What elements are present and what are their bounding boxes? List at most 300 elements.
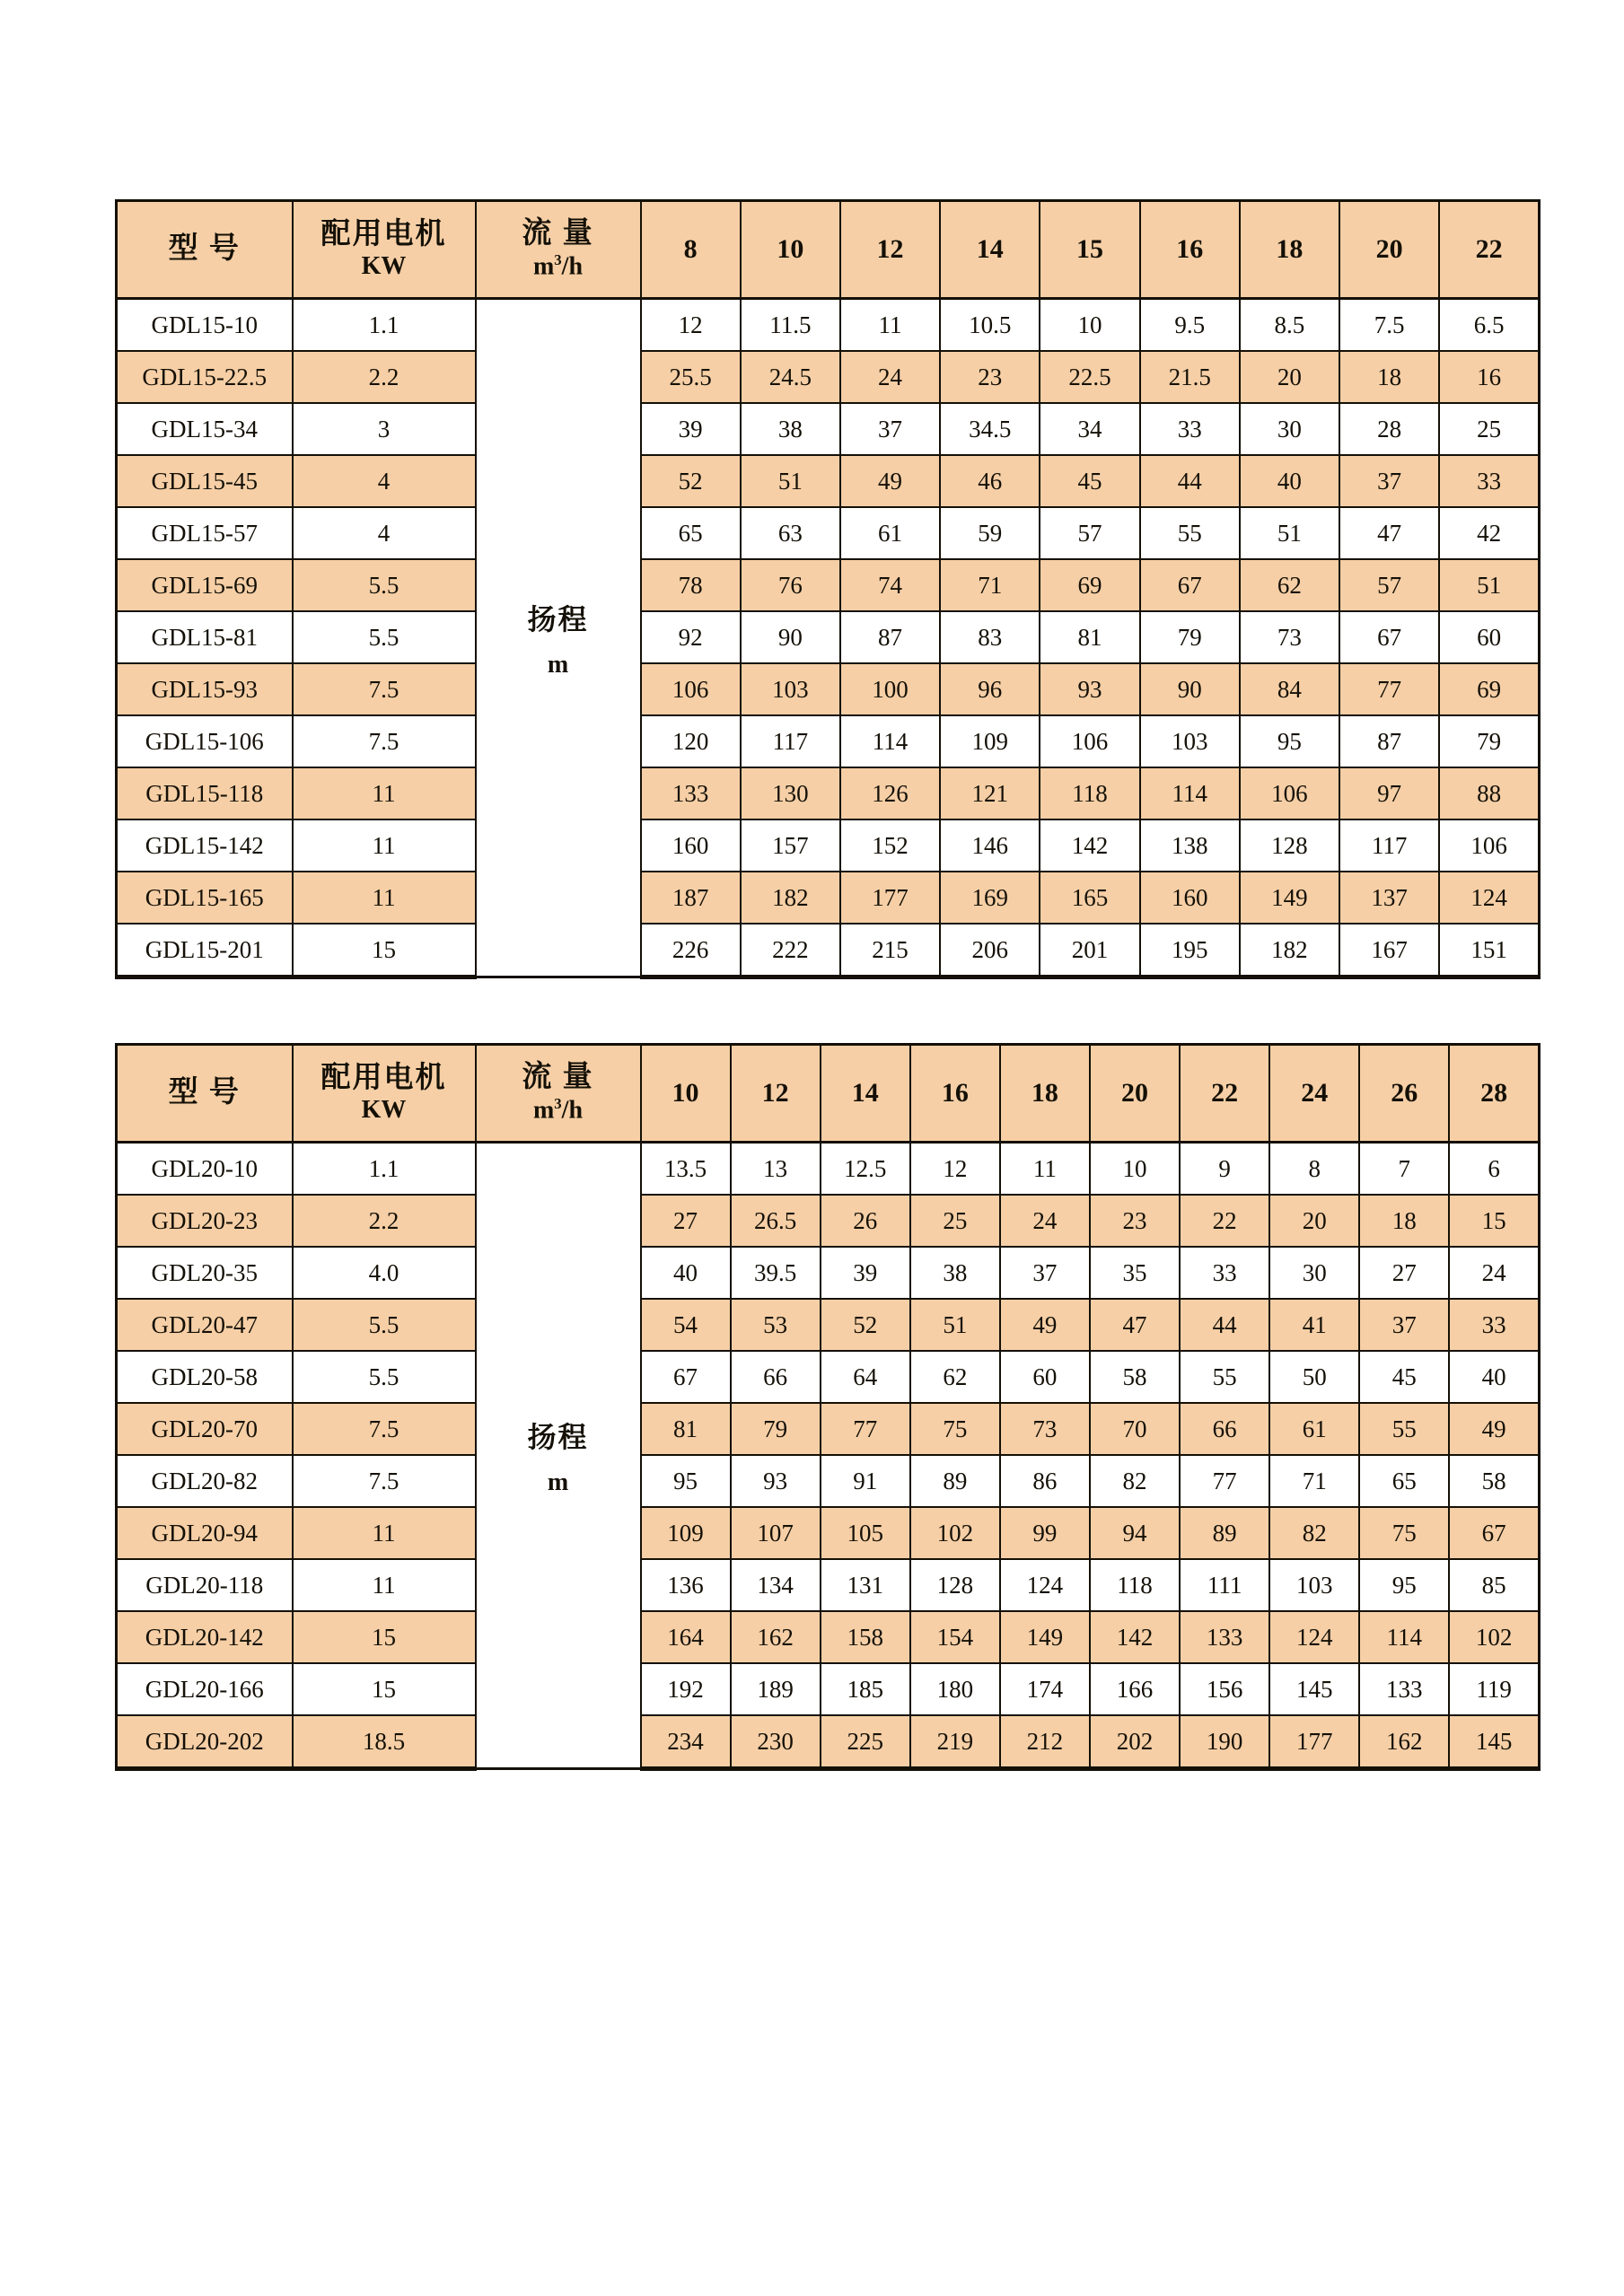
head-value-cell: 30 — [1240, 403, 1339, 455]
head-value-cell: 133 — [1359, 1663, 1449, 1715]
head-value-cell: 119 — [1449, 1663, 1539, 1715]
head-value-cell: 60 — [1000, 1351, 1090, 1403]
head-value-cell: 66 — [1180, 1403, 1269, 1455]
table-row — [117, 1663, 1540, 1715]
head-value-cell: 131 — [821, 1559, 910, 1611]
head-value-cell: 89 — [910, 1455, 1000, 1507]
kw-cell: 11 — [293, 1559, 476, 1611]
kw-cell: 5.5 — [293, 559, 476, 611]
kw-cell: 4 — [293, 455, 476, 507]
model-cell: GDL15-57 — [117, 507, 293, 559]
flow-header-unit: $m^3/h$ — [532, 251, 584, 281]
head-value-cell: 21.5 — [1140, 351, 1240, 403]
head-value-cell: 6.5 — [1439, 299, 1539, 352]
kw-cell: 11 — [293, 872, 476, 924]
head-value-cell: 67 — [1140, 559, 1240, 611]
table-header — [117, 201, 1540, 299]
table-row — [117, 1455, 1540, 1507]
head-value-cell: 164 — [641, 1611, 731, 1663]
model-cell: GDL20-23 — [117, 1195, 293, 1247]
motor-header-label: 配用电机 — [320, 1061, 447, 1094]
table-row — [117, 1507, 1540, 1559]
head-value-cell: 149 — [1240, 872, 1339, 924]
head-value-cell: 90 — [741, 611, 840, 663]
head-value-cell: 91 — [821, 1455, 910, 1507]
motor-header-label: 配用电机 — [320, 217, 447, 250]
head-value-cell: 190 — [1180, 1715, 1269, 1769]
head-value-cell: 8.5 — [1240, 299, 1339, 352]
head-value-cell: 37 — [1000, 1247, 1090, 1299]
head-value-cell: 51 — [741, 455, 840, 507]
head-value-cell: 99 — [1000, 1507, 1090, 1559]
flow-header-label: 流 量 — [522, 217, 594, 250]
head-value-cell: 154 — [910, 1611, 1000, 1663]
head-value-cell: 79 — [1439, 715, 1539, 767]
head-value-cell: 77 — [1180, 1455, 1269, 1507]
head-value-cell: 96 — [940, 663, 1040, 715]
head-value-cell: 49 — [1000, 1299, 1090, 1351]
head-value-cell: 55 — [1359, 1403, 1449, 1455]
head-value-cell: 23 — [1090, 1195, 1180, 1247]
head-value-cell: 24.5 — [741, 351, 840, 403]
header-row — [117, 1045, 1540, 1143]
motor-column-header — [293, 201, 476, 299]
head-value-cell: 174 — [1000, 1663, 1090, 1715]
kw-cell: 4.0 — [293, 1247, 476, 1299]
head-value-cell: 201 — [1040, 924, 1139, 977]
model-cell: GDL15-45 — [117, 455, 293, 507]
table-row — [117, 403, 1540, 455]
head-value-cell: 157 — [741, 819, 840, 872]
table-row — [117, 1715, 1540, 1769]
head-value-cell: 57 — [1040, 507, 1139, 559]
head-value-cell: 73 — [1000, 1403, 1090, 1455]
head-value-cell: 51 — [1439, 559, 1539, 611]
table-row — [117, 611, 1540, 663]
head-value-cell: 34.5 — [940, 403, 1040, 455]
head-value-cell: 84 — [1240, 663, 1339, 715]
head-value-cell: 114 — [1359, 1611, 1449, 1663]
head-value-cell: 8 — [1269, 1143, 1359, 1196]
flow-value-header-cell: 28 — [1449, 1045, 1539, 1143]
head-value-cell: 103 — [1269, 1559, 1359, 1611]
model-cell: GDL15-106 — [117, 715, 293, 767]
head-value-cell: 107 — [731, 1507, 821, 1559]
table-row — [117, 819, 1540, 872]
head-value-cell: 53 — [731, 1299, 821, 1351]
head-value-cell: 57 — [1339, 559, 1439, 611]
head-value-cell: 124 — [1439, 872, 1539, 924]
table-row — [117, 559, 1540, 611]
head-value-cell: 10 — [1090, 1143, 1180, 1196]
head-value-cell: 13 — [731, 1143, 821, 1196]
head-value-cell: 152 — [840, 819, 940, 872]
model-cell: GDL15-201 — [117, 924, 293, 977]
table-row — [117, 663, 1540, 715]
flow-value-header-cell: 24 — [1269, 1045, 1359, 1143]
flow-value-header-cell: 16 — [910, 1045, 1000, 1143]
head-value-cell: 33 — [1449, 1299, 1539, 1351]
head-value-cell: 45 — [1359, 1351, 1449, 1403]
head-value-cell: 46 — [940, 455, 1040, 507]
head-value-cell: 71 — [940, 559, 1040, 611]
head-value-cell: 47 — [1090, 1299, 1180, 1351]
head-value-cell: 124 — [1000, 1559, 1090, 1611]
head-value-cell: 177 — [840, 872, 940, 924]
head-value-cell: 12.5 — [821, 1143, 910, 1196]
kw-cell: 11 — [293, 767, 476, 819]
head-unit: m — [547, 650, 569, 679]
kw-cell: 11 — [293, 1507, 476, 1559]
head-value-cell: 146 — [940, 819, 1040, 872]
head-value-cell: 42 — [1439, 507, 1539, 559]
table-row — [117, 1611, 1540, 1663]
table-row — [117, 1559, 1540, 1611]
head-value-cell: 103 — [741, 663, 840, 715]
head-value-cell: 16 — [1439, 351, 1539, 403]
kw-cell: 5.5 — [293, 1351, 476, 1403]
head-value-cell: 39 — [821, 1247, 910, 1299]
head-value-cell: 77 — [1339, 663, 1439, 715]
table-row — [117, 1195, 1540, 1247]
model-cell: GDL15-142 — [117, 819, 293, 872]
model-cell: GDL15-10 — [117, 299, 293, 352]
head-value-cell: 192 — [641, 1663, 731, 1715]
head-value-cell: 64 — [821, 1351, 910, 1403]
flow-value-header-cell: 10 — [741, 201, 840, 299]
head-value-cell: 27 — [1359, 1247, 1449, 1299]
head-value-cell: 130 — [741, 767, 840, 819]
head-value-cell: 79 — [1140, 611, 1240, 663]
head-value-cell: 67 — [1339, 611, 1439, 663]
model-cell: GDL15-22.5 — [117, 351, 293, 403]
table-body — [117, 1143, 1540, 1769]
head-value-cell: 95 — [1240, 715, 1339, 767]
head-value-cell: 133 — [1180, 1611, 1269, 1663]
head-value-cell: 67 — [641, 1351, 731, 1403]
flow-value-header-cell: 14 — [940, 201, 1040, 299]
model-column-header: 型 号 — [117, 1045, 293, 1143]
head-value-cell: 145 — [1269, 1663, 1359, 1715]
table-row — [117, 507, 1540, 559]
head-value-cell: 10 — [1040, 299, 1139, 352]
flow-column-header — [476, 1045, 641, 1143]
head-value-cell: 51 — [910, 1299, 1000, 1351]
head-value-cell: 77 — [821, 1403, 910, 1455]
head-value-cell: 169 — [940, 872, 1040, 924]
head-value-cell: 102 — [1449, 1611, 1539, 1663]
flow-value-header-cell: 8 — [641, 201, 741, 299]
head-value-cell: 67 — [1449, 1507, 1539, 1559]
head-value-cell: 54 — [641, 1299, 731, 1351]
head-value-cell: 71 — [1269, 1455, 1359, 1507]
kw-cell: 5.5 — [293, 1299, 476, 1351]
head-value-cell: 65 — [1359, 1455, 1449, 1507]
flow-value-header-cell: 26 — [1359, 1045, 1449, 1143]
head-value-cell: 93 — [731, 1455, 821, 1507]
head-value-cell: 106 — [641, 663, 741, 715]
table-row — [117, 924, 1540, 977]
head-value-cell: 52 — [641, 455, 741, 507]
head-value-cell: 49 — [1449, 1403, 1539, 1455]
head-value-cell: 151 — [1439, 924, 1539, 977]
flow-value-header-cell: 20 — [1339, 201, 1439, 299]
head-value-cell: 182 — [1240, 924, 1339, 977]
head-value-cell: 189 — [731, 1663, 821, 1715]
kw-cell: 7.5 — [293, 1403, 476, 1455]
head-value-cell: 75 — [1359, 1507, 1449, 1559]
model-cell: GDL20-35 — [117, 1247, 293, 1299]
head-value-cell: 86 — [1000, 1455, 1090, 1507]
head-value-cell: 109 — [940, 715, 1040, 767]
head-value-cell: 225 — [821, 1715, 910, 1769]
head-value-cell: 50 — [1269, 1351, 1359, 1403]
table-header — [117, 1045, 1540, 1143]
head-value-cell: 38 — [741, 403, 840, 455]
head-value-cell: 44 — [1140, 455, 1240, 507]
gdl15-pump-table — [115, 199, 1541, 979]
head-value-cell: 15 — [1449, 1195, 1539, 1247]
flow-value-header-cell: 18 — [1240, 201, 1339, 299]
flow-value-header-cell: 16 — [1140, 201, 1240, 299]
head-value-cell: 58 — [1449, 1455, 1539, 1507]
model-cell: GDL20-166 — [117, 1663, 293, 1715]
head-value-cell: 7.5 — [1339, 299, 1439, 352]
head-value-cell: 33 — [1180, 1247, 1269, 1299]
flow-value-header-cell: 22 — [1180, 1045, 1269, 1143]
head-value-cell: 138 — [1140, 819, 1240, 872]
kw-cell: 7.5 — [293, 715, 476, 767]
head-value-cell: 118 — [1090, 1559, 1180, 1611]
kw-cell: 1.1 — [293, 1143, 476, 1196]
model-cell: GDL20-142 — [117, 1611, 293, 1663]
head-value-cell: 226 — [641, 924, 741, 977]
head-value-cell: 11 — [840, 299, 940, 352]
head-value-cell: 165 — [1040, 872, 1139, 924]
head-value-cell: 97 — [1339, 767, 1439, 819]
table-body — [117, 299, 1540, 977]
kw-cell: 15 — [293, 1663, 476, 1715]
flow-value-header-cell: 18 — [1000, 1045, 1090, 1143]
head-value-cell: 76 — [741, 559, 840, 611]
head-unit: m — [547, 1468, 569, 1496]
head-value-cell: 41 — [1269, 1299, 1359, 1351]
head-value-cell: 106 — [1439, 819, 1539, 872]
flow-header-label: 流 量 — [522, 1061, 594, 1094]
kw-cell: 2.2 — [293, 351, 476, 403]
head-value-cell: 92 — [641, 611, 741, 663]
kw-cell: 5.5 — [293, 611, 476, 663]
model-column-header: 型 号 — [117, 201, 293, 299]
head-value-cell: 10.5 — [940, 299, 1040, 352]
head-value-cell: 105 — [821, 1507, 910, 1559]
head-value-cell: 81 — [641, 1403, 731, 1455]
head-value-cell: 82 — [1269, 1507, 1359, 1559]
head-value-cell: 142 — [1090, 1611, 1180, 1663]
model-cell: GDL20-10 — [117, 1143, 293, 1196]
table-row — [117, 872, 1540, 924]
head-value-cell: 162 — [1359, 1715, 1449, 1769]
head-value-cell: 73 — [1240, 611, 1339, 663]
kw-cell: 11 — [293, 819, 476, 872]
head-value-cell: 26.5 — [731, 1195, 821, 1247]
model-cell: GDL20-202 — [117, 1715, 293, 1769]
head-value-cell: 149 — [1000, 1611, 1090, 1663]
head-value-cell: 35 — [1090, 1247, 1180, 1299]
gdl20-table-section — [115, 1043, 1541, 1771]
head-value-cell: 39 — [641, 403, 741, 455]
table-row — [117, 455, 1540, 507]
head-value-cell: 106 — [1240, 767, 1339, 819]
head-value-cell: 166 — [1090, 1663, 1180, 1715]
head-value-cell: 61 — [1269, 1403, 1359, 1455]
head-value-cell: 38 — [910, 1247, 1000, 1299]
head-value-cell: 33 — [1439, 455, 1539, 507]
head-label: 扬程 — [527, 602, 589, 635]
head-unit-merged-cell — [476, 1143, 641, 1769]
head-value-cell: 182 — [741, 872, 840, 924]
head-value-cell: 6 — [1449, 1143, 1539, 1196]
head-value-cell: 83 — [940, 611, 1040, 663]
head-value-cell: 26 — [821, 1195, 910, 1247]
head-value-cell: 44 — [1180, 1299, 1269, 1351]
head-value-cell: 222 — [741, 924, 840, 977]
head-value-cell: 23 — [940, 351, 1040, 403]
head-value-cell: 28 — [1339, 403, 1439, 455]
head-value-cell: 40 — [1449, 1351, 1539, 1403]
kw-cell: 7.5 — [293, 663, 476, 715]
head-value-cell: 202 — [1090, 1715, 1180, 1769]
head-value-cell: 118 — [1040, 767, 1139, 819]
head-value-cell: 47 — [1339, 507, 1439, 559]
head-value-cell: 195 — [1140, 924, 1240, 977]
kw-cell: 18.5 — [293, 1715, 476, 1769]
head-value-cell: 74 — [840, 559, 940, 611]
head-value-cell: 87 — [840, 611, 940, 663]
head-value-cell: 37 — [840, 403, 940, 455]
head-value-cell: 25.5 — [641, 351, 741, 403]
model-cell: GDL20-58 — [117, 1351, 293, 1403]
head-value-cell: 58 — [1090, 1351, 1180, 1403]
head-value-cell: 128 — [1240, 819, 1339, 872]
head-value-cell: 22.5 — [1040, 351, 1139, 403]
header-row — [117, 201, 1540, 299]
kw-cell: 2.2 — [293, 1195, 476, 1247]
model-cell: GDL20-118 — [117, 1559, 293, 1611]
head-value-cell: 160 — [1140, 872, 1240, 924]
model-cell: GDL15-118 — [117, 767, 293, 819]
head-value-cell: 61 — [840, 507, 940, 559]
head-value-cell: 126 — [840, 767, 940, 819]
head-value-cell: 90 — [1140, 663, 1240, 715]
head-value-cell: 109 — [641, 1507, 731, 1559]
head-value-cell: 136 — [641, 1559, 731, 1611]
flow-value-header-cell: 22 — [1439, 201, 1539, 299]
table-row — [117, 1403, 1540, 1455]
kw-cell: 15 — [293, 1611, 476, 1663]
flow-column-header — [476, 201, 641, 299]
head-value-cell: 94 — [1090, 1507, 1180, 1559]
head-value-cell: 62 — [1240, 559, 1339, 611]
head-value-cell: 117 — [1339, 819, 1439, 872]
head-value-cell: 134 — [731, 1559, 821, 1611]
head-value-cell: 185 — [821, 1663, 910, 1715]
head-value-cell: 121 — [940, 767, 1040, 819]
head-value-cell: 145 — [1449, 1715, 1539, 1769]
table-row — [117, 1143, 1540, 1196]
head-value-cell: 95 — [641, 1455, 731, 1507]
table-row — [117, 715, 1540, 767]
model-cell: GDL15-34 — [117, 403, 293, 455]
head-value-cell: 20 — [1269, 1195, 1359, 1247]
head-value-cell: 65 — [641, 507, 741, 559]
head-value-cell: 7 — [1359, 1143, 1449, 1196]
flow-header-unit: $m^3/h$ — [532, 1095, 584, 1125]
head-value-cell: 158 — [821, 1611, 910, 1663]
head-value-cell: 128 — [910, 1559, 1000, 1611]
head-value-cell: 93 — [1040, 663, 1139, 715]
head-value-cell: 142 — [1040, 819, 1139, 872]
head-value-cell: 52 — [821, 1299, 910, 1351]
table-row — [117, 351, 1540, 403]
head-value-cell: 111 — [1180, 1559, 1269, 1611]
table-row — [117, 299, 1540, 352]
head-value-cell: 106 — [1040, 715, 1139, 767]
head-unit-merged-cell — [476, 299, 641, 977]
head-value-cell: 60 — [1439, 611, 1539, 663]
head-value-cell: 18 — [1359, 1195, 1449, 1247]
head-value-cell: 114 — [1140, 767, 1240, 819]
head-value-cell: 24 — [1000, 1195, 1090, 1247]
flow-value-header-cell: 20 — [1090, 1045, 1180, 1143]
head-value-cell: 39.5 — [731, 1247, 821, 1299]
gdl15-table-section — [115, 199, 1541, 979]
head-value-cell: 24 — [840, 351, 940, 403]
head-value-cell: 66 — [731, 1351, 821, 1403]
head-value-cell: 11.5 — [741, 299, 840, 352]
flow-value-header-cell: 14 — [821, 1045, 910, 1143]
motor-header-unit: KW — [361, 251, 407, 280]
head-value-cell: 230 — [731, 1715, 821, 1769]
flow-value-header-cell: 15 — [1040, 201, 1139, 299]
kw-cell: 4 — [293, 507, 476, 559]
head-value-cell: 49 — [840, 455, 940, 507]
head-value-cell: 78 — [641, 559, 741, 611]
motor-column-header — [293, 1045, 476, 1143]
head-value-cell: 206 — [940, 924, 1040, 977]
head-value-cell: 25 — [910, 1195, 1000, 1247]
head-value-cell: 20 — [1240, 351, 1339, 403]
head-value-cell: 9 — [1180, 1143, 1269, 1196]
head-value-cell: 81 — [1040, 611, 1139, 663]
head-value-cell: 37 — [1359, 1299, 1449, 1351]
flow-value-header-cell: 12 — [840, 201, 940, 299]
kw-cell: 7.5 — [293, 1455, 476, 1507]
head-value-cell: 79 — [731, 1403, 821, 1455]
head-value-cell: 95 — [1359, 1559, 1449, 1611]
head-value-cell: 88 — [1439, 767, 1539, 819]
model-cell: GDL15-69 — [117, 559, 293, 611]
head-value-cell: 55 — [1140, 507, 1240, 559]
head-value-cell: 137 — [1339, 872, 1439, 924]
head-value-cell: 87 — [1339, 715, 1439, 767]
head-value-cell: 117 — [741, 715, 840, 767]
head-value-cell: 187 — [641, 872, 741, 924]
head-value-cell: 30 — [1269, 1247, 1359, 1299]
head-value-cell: 40 — [1240, 455, 1339, 507]
kw-cell: 1.1 — [293, 299, 476, 352]
head-value-cell: 234 — [641, 1715, 731, 1769]
